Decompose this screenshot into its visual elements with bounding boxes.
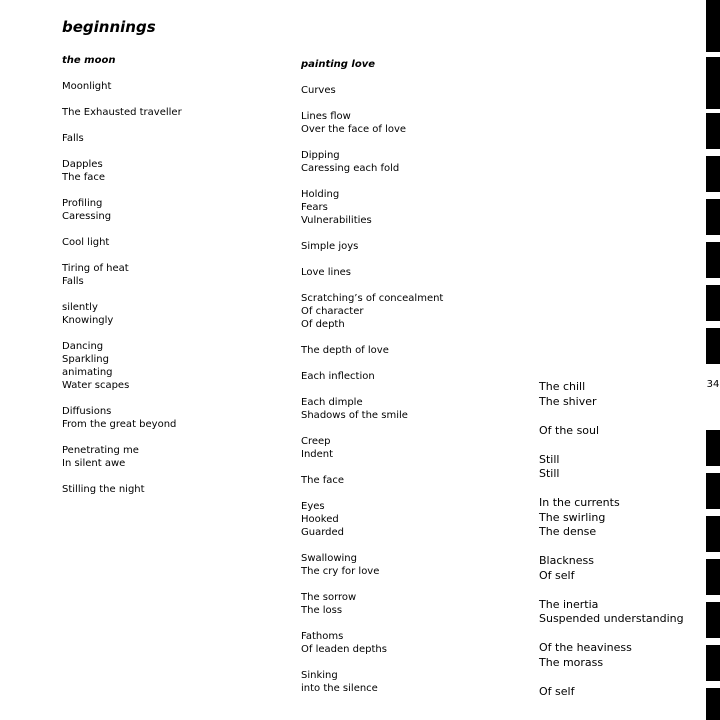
- stanza: [301, 240, 531, 253]
- poem-line: Holding: [301, 189, 340, 200]
- stanza: [301, 266, 531, 279]
- poem-line: Sparkling: [62, 354, 109, 365]
- poem-line: Diffusions: [62, 406, 112, 417]
- stanza: [301, 396, 531, 422]
- poem-line: Hooked: [301, 514, 339, 525]
- stanza: [539, 598, 699, 627]
- stanza: [301, 188, 531, 227]
- index-tab: [706, 57, 720, 109]
- index-tab: [706, 0, 720, 52]
- poem-line: Cool light: [62, 237, 110, 248]
- stanza: [539, 453, 699, 482]
- poem-line: Of the heaviness: [539, 641, 632, 654]
- poem-line: The loss: [301, 605, 343, 616]
- poem-line: Dipping: [301, 150, 340, 161]
- poem-line: Fears: [301, 202, 328, 213]
- poem-line: Still: [539, 467, 560, 480]
- poem-line: Eyes: [301, 501, 325, 512]
- stanza: [62, 132, 282, 145]
- index-tab: [706, 688, 720, 720]
- stanza: [62, 340, 282, 392]
- poem-line: The face: [301, 475, 345, 486]
- poem-line: Creep: [301, 436, 331, 447]
- stanza: [301, 344, 531, 357]
- stanza: [62, 483, 282, 496]
- poem-continuation: [539, 380, 699, 714]
- index-tab: [706, 199, 720, 235]
- poem-line: Over the face of love: [301, 124, 407, 135]
- page-number: 34: [706, 379, 720, 390]
- stanza: [539, 496, 699, 540]
- poem-line: Dancing: [62, 341, 104, 352]
- stanza: [301, 474, 531, 487]
- stanza: [301, 84, 531, 97]
- poem-line: Still: [539, 452, 560, 466]
- index-tab: [706, 473, 720, 509]
- poem-line: Of leaden depths: [301, 644, 387, 655]
- stanza: [301, 370, 531, 383]
- index-tab: [706, 559, 720, 595]
- poem-line: The chill: [539, 380, 586, 393]
- poem-line: The shiver: [539, 394, 597, 408]
- poem-the-moon: [62, 54, 282, 509]
- stanza: [62, 444, 282, 470]
- poem-line: Penetrating me: [62, 445, 139, 456]
- thumb-index-tabs: [706, 0, 720, 720]
- index-tab: [706, 645, 720, 681]
- poem-line: The Exhausted traveller: [62, 107, 182, 118]
- poem-line: Caressing: [62, 211, 112, 222]
- index-tab: [706, 242, 720, 278]
- poem-line: Swallowing: [301, 553, 357, 564]
- stanza: [301, 292, 531, 331]
- poem-line: In the currents: [539, 496, 620, 509]
- poem-line: into the silence: [301, 683, 378, 694]
- poem-line: The morass: [539, 655, 604, 669]
- poem-line: The face: [62, 172, 106, 183]
- stanza: [301, 500, 531, 539]
- poem-line: Of character: [301, 306, 364, 317]
- index-tab: [706, 113, 720, 149]
- poem-line: Falls: [62, 133, 84, 144]
- poem-line: Water scapes: [62, 380, 130, 391]
- poem-line: animating: [62, 367, 113, 378]
- poem-line: Of self: [539, 568, 575, 582]
- index-tab: [706, 156, 720, 192]
- poem-line: Simple joys: [301, 241, 359, 252]
- stanza: [62, 80, 282, 93]
- poem-line: Moonlight: [62, 81, 112, 92]
- stanza: [62, 301, 282, 327]
- poem-line: Tiring of heat: [62, 263, 129, 274]
- poem-title: painting love: [301, 59, 376, 70]
- poem-line: Blackness: [539, 554, 594, 567]
- poem-line: The depth of love: [301, 345, 389, 356]
- stanza: [301, 669, 531, 695]
- poem-line: The sorrow: [301, 592, 357, 603]
- poem-line: Shadows of the smile: [301, 410, 408, 421]
- poem-line: Suspended understanding: [539, 612, 684, 625]
- index-tab: [706, 328, 720, 364]
- poem-line: Of the soul: [539, 423, 600, 437]
- index-tab: [706, 602, 720, 638]
- stanza: [301, 435, 531, 461]
- poem-line: Scratching’s of concealment: [301, 293, 444, 304]
- poem-line: Fathoms: [301, 631, 344, 642]
- poem-line: Falls: [62, 276, 84, 287]
- poem-line: Caressing each fold: [301, 163, 400, 174]
- page-title: beginnings: [62, 18, 156, 36]
- poem-line: In silent awe: [62, 458, 126, 469]
- stanza: [62, 197, 282, 223]
- poem-line: Sinking: [301, 670, 338, 681]
- poem-line: Dapples: [62, 159, 103, 170]
- poem-line: Love lines: [301, 267, 352, 278]
- stanza: [62, 405, 282, 431]
- index-tab: [706, 430, 720, 466]
- stanza: [301, 149, 531, 175]
- stanza: [539, 554, 699, 583]
- poem-line: Curves: [301, 85, 336, 96]
- poem-line: Each inflection: [301, 371, 375, 382]
- poem-title: the moon: [62, 55, 116, 66]
- poem-line: Indent: [301, 449, 334, 460]
- poem-line: The swirling: [539, 510, 606, 524]
- poem-painting-love: [301, 58, 531, 708]
- poem-line: Each dimple: [301, 397, 363, 408]
- stanza: [301, 591, 531, 617]
- poem-line: Stilling the night: [62, 484, 145, 495]
- poem-line: The dense: [539, 525, 597, 538]
- stanza: [62, 106, 282, 119]
- stanza: [62, 158, 282, 184]
- index-tab: [706, 516, 720, 552]
- poem-line: Knowingly: [62, 315, 114, 326]
- poem-line: The cry for love: [301, 566, 380, 577]
- poem-line: Of self: [539, 684, 575, 698]
- poem-line: The inertia: [539, 597, 599, 611]
- stanza: [62, 262, 282, 288]
- stanza: [539, 641, 699, 670]
- stanza: [301, 630, 531, 656]
- stanza: [539, 685, 699, 700]
- index-tab: [706, 285, 720, 321]
- poem-line: Lines flow: [301, 111, 351, 122]
- stanza: [539, 380, 699, 409]
- poem-line: Guarded: [301, 527, 344, 538]
- poem-line: Vulnerabilities: [301, 215, 372, 226]
- stanza: [539, 424, 699, 439]
- stanza: [301, 110, 531, 136]
- stanza: [62, 236, 282, 249]
- stanza: [301, 552, 531, 578]
- poem-line: Of depth: [301, 319, 345, 330]
- poem-line: silently: [62, 302, 98, 313]
- poem-line: From the great beyond: [62, 419, 177, 430]
- poem-line: Profiling: [62, 198, 103, 209]
